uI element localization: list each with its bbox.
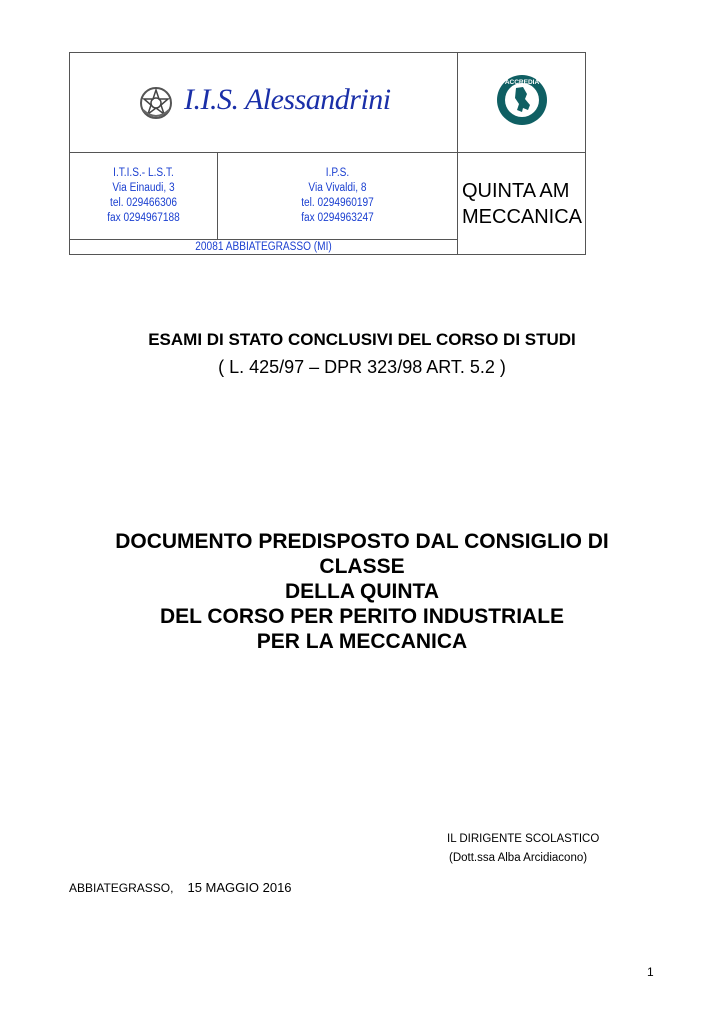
accredia-logo-icon [496, 74, 548, 126]
document-title-line: DELLA QUINTA [285, 580, 439, 603]
page-number: 1 [647, 965, 654, 979]
place-date [69, 880, 292, 895]
document-title-line: DEL CORSO PER PERITO INDUSTRIALE [159, 605, 565, 628]
document-title [0, 529, 724, 654]
place: ABBIATEGRASSO, [69, 881, 174, 895]
ips-name: I.P.S. [325, 167, 350, 179]
date: 15 MAGGIO 2016 [187, 880, 292, 895]
ips-street: Via Vivaldi, 8 [308, 182, 367, 194]
class-cell [458, 153, 586, 255]
ips-phone: tel. 0294960197 [301, 197, 374, 209]
city-text: 20081 ABBIATEGRASSO (MI) [195, 241, 332, 253]
itis-address [70, 153, 218, 240]
document-title-line: DOCUMENTO PREDISPOSTO DAL CONSIGLIO DI [115, 530, 609, 553]
ips-fax: fax 0294963247 [301, 212, 374, 224]
signature-name: (Dott.ssa Alba Arcidiacono) [449, 852, 588, 864]
header-table [69, 52, 586, 255]
school-logo-cell [70, 53, 458, 153]
signature-role: IL DIRIGENTE SCOLASTICO [447, 833, 600, 845]
itis-street: Via Einaudi, 3 [112, 182, 175, 194]
svg-text:ACCREDIA: ACCREDIA [504, 79, 539, 86]
itis-name: I.T.I.S.- L.S.T. [113, 167, 174, 179]
italian-republic-emblem-icon [138, 84, 174, 122]
document-title-line: CLASSE [319, 555, 405, 578]
accredia-cell [458, 53, 586, 153]
school-name: I.I.S. Alessandrini [184, 83, 391, 116]
itis-fax: fax 0294967188 [107, 212, 180, 224]
document-title-line: PER LA MECCANICA [256, 630, 468, 653]
exam-title: ESAMI DI STATO CONCLUSIVI DEL CORSO DI STUDI [148, 330, 576, 349]
class-course: MECCANICA [462, 205, 583, 228]
class-name: QUINTA AM [462, 179, 570, 202]
city-cell [70, 240, 458, 255]
exam-law-reference: ( L. 425/97 – DPR 323/98 ART. 5.2 ) [218, 357, 506, 377]
ips-address [218, 153, 458, 240]
itis-phone: tel. 029466306 [110, 197, 177, 209]
